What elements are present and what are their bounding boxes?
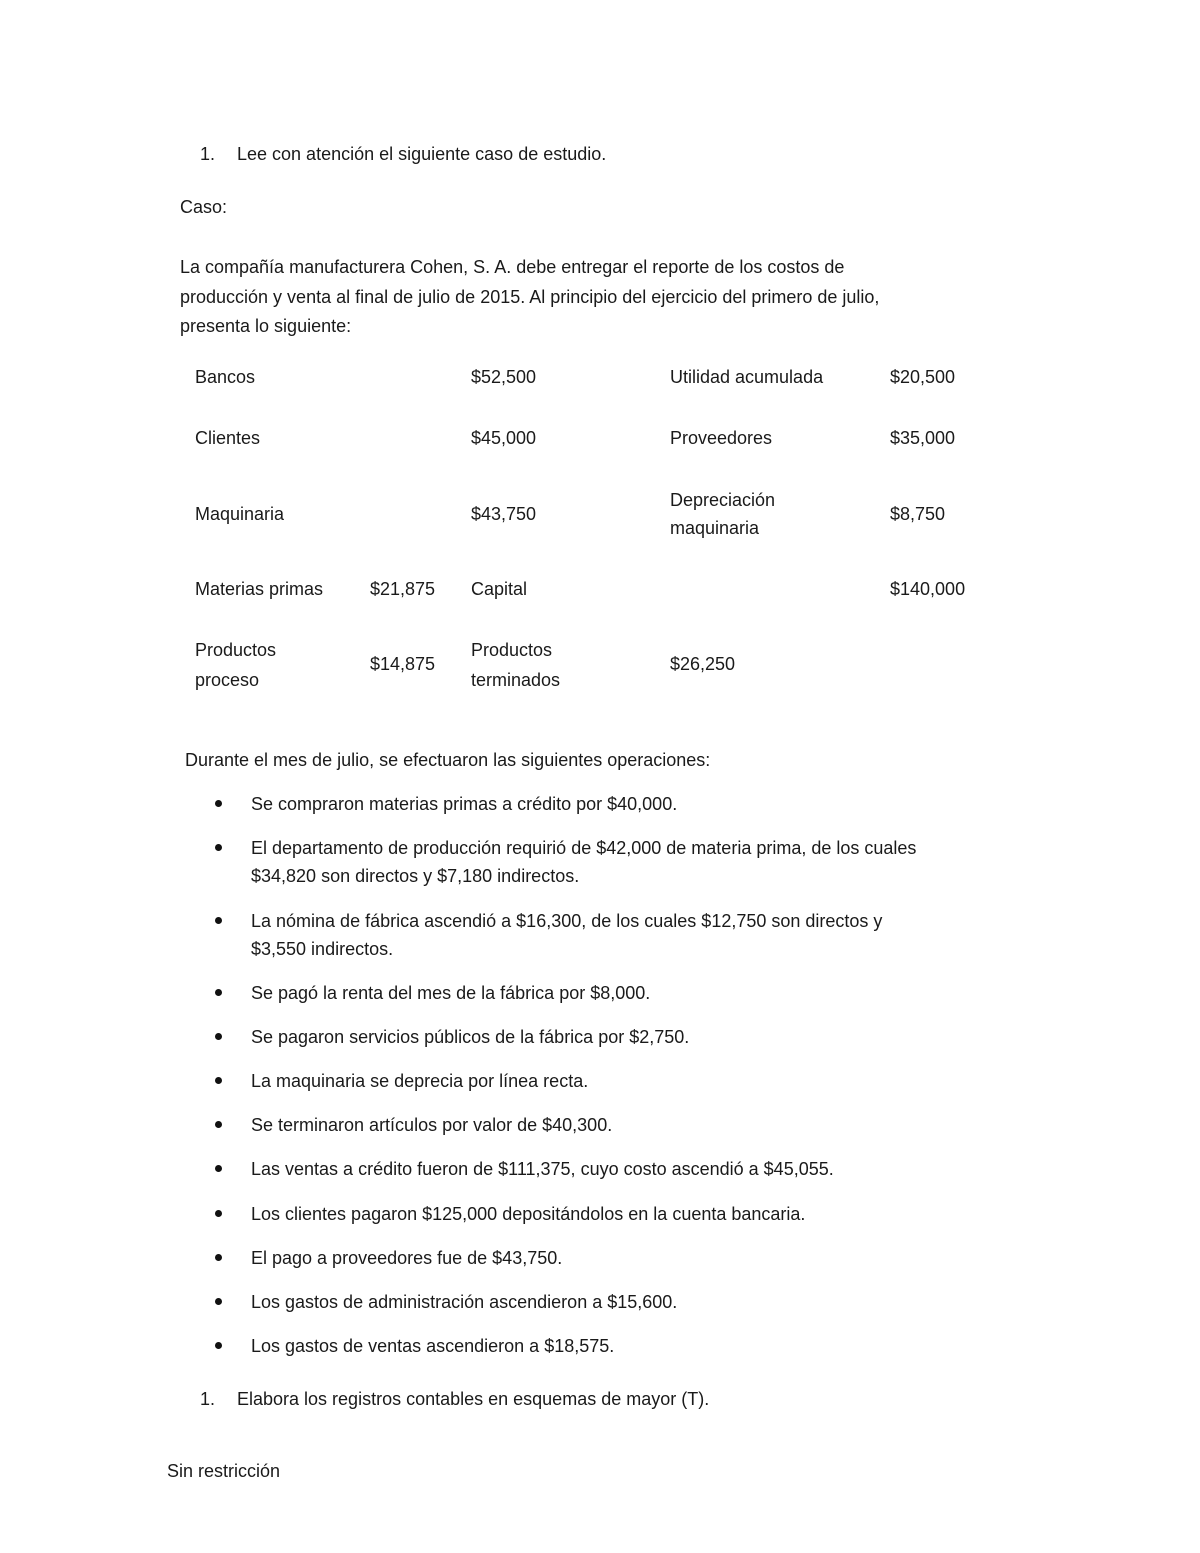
- balance-label-proveedores: Proveedores: [670, 428, 773, 448]
- list-item: La maquinaria se deprecia por línea recta.: [251, 1071, 589, 1091]
- list-item-continuation: $34,820 son directos y $7,180 indirectos.: [251, 866, 580, 886]
- bullet-icon: [215, 1210, 222, 1217]
- balance-label-clientes: Clientes: [195, 428, 261, 448]
- bullet-icon: [215, 800, 222, 807]
- balance-amount-materias: $21,875: [370, 579, 436, 599]
- instruction-number: 1.: [200, 1389, 216, 1409]
- balance-amount-proceso: $14,875: [370, 654, 436, 674]
- list-item: El pago a proveedores fue de $43,750.: [251, 1248, 563, 1268]
- intro-line: producción y venta al final de julio de 2015. Al principio del ejercicio del primero de julio,: [180, 287, 880, 307]
- case-label: Caso:: [180, 197, 228, 217]
- intro-line: presenta lo siguiente:: [180, 316, 352, 336]
- list-item: Los gastos de ventas ascendieron a $18,575.: [251, 1336, 615, 1356]
- footer-classification: Sin restricción: [167, 1461, 281, 1481]
- balance-amount-bancos: $52,500: [471, 367, 537, 387]
- balance-amount-utilidad: $20,500: [890, 367, 956, 387]
- bullet-icon: [215, 1298, 222, 1305]
- list-item: La nómina de fábrica ascendió a $16,300, de los cuales $12,750 son directos y: [251, 911, 883, 931]
- bullet-icon: [215, 989, 222, 996]
- list-item: Los clientes pagaron $125,000 depositándolos en la cuenta bancaria.: [251, 1204, 806, 1224]
- instruction-number: 1.: [200, 144, 216, 164]
- list-item: El departamento de producción requirió de $42,000 de materia prima, de los cuales: [251, 838, 917, 858]
- balance-label-maquinaria: Maquinaria: [195, 504, 285, 524]
- list-item: Se terminaron artículos por valor de $40,300.: [251, 1115, 613, 1135]
- balance-label-depreciacion: Depreciación: [670, 490, 776, 510]
- bullet-icon: [215, 1254, 222, 1261]
- bullet-icon: [215, 1077, 222, 1084]
- balance-amount-terminados: $26,250: [670, 654, 736, 674]
- balance-amount-depreciacion: $8,750: [890, 504, 946, 524]
- balance-label-capital: Capital: [471, 579, 528, 599]
- balance-label-bancos: Bancos: [195, 367, 256, 387]
- balance-label-materias: Materias primas: [195, 579, 324, 599]
- list-item: Se compraron materias primas a crédito por $40,000.: [251, 794, 678, 814]
- balance-label-depreciacion-2: maquinaria: [670, 518, 760, 538]
- intro-line: La compañía manufacturera Cohen, S. A. debe entregar el reporte de los costos de: [180, 257, 845, 277]
- balance-amount-capital: $140,000: [890, 579, 966, 599]
- bullet-icon: [215, 844, 222, 851]
- bullet-icon: [215, 917, 222, 924]
- bullet-icon: [215, 1165, 222, 1172]
- balance-label-proceso: Productos: [195, 640, 277, 660]
- list-item: Se pagaron servicios públicos de la fábrica por $2,750.: [251, 1027, 690, 1047]
- bullet-icon: [215, 1342, 222, 1349]
- balance-label-terminados: Productos: [471, 640, 553, 660]
- operations-heading: Durante el mes de julio, se efectuaron las siguientes operaciones:: [185, 750, 711, 770]
- list-item: Los gastos de administración ascendieron a $15,600.: [251, 1292, 678, 1312]
- balance-label-terminados-2: terminados: [471, 670, 561, 690]
- list-item-continuation: $3,550 indirectos.: [251, 939, 394, 959]
- instruction-text: Lee con atención el siguiente caso de estudio.: [237, 144, 607, 164]
- balance-label-proceso-2: proceso: [195, 670, 260, 690]
- list-item: Las ventas a crédito fueron de $111,375, cuyo costo ascendió a $45,055.: [251, 1159, 834, 1179]
- bullet-icon: [215, 1121, 222, 1128]
- bullet-icon: [215, 1033, 222, 1040]
- balance-amount-proveedores: $35,000: [890, 428, 956, 448]
- balance-amount-clientes: $45,000: [471, 428, 537, 448]
- list-item: Se pagó la renta del mes de la fábrica por $8,000.: [251, 983, 651, 1003]
- balance-label-utilidad: Utilidad acumulada: [670, 367, 824, 387]
- instruction-text: Elabora los registros contables en esquemas de mayor (T).: [237, 1389, 710, 1409]
- balance-amount-maquinaria: $43,750: [471, 504, 537, 524]
